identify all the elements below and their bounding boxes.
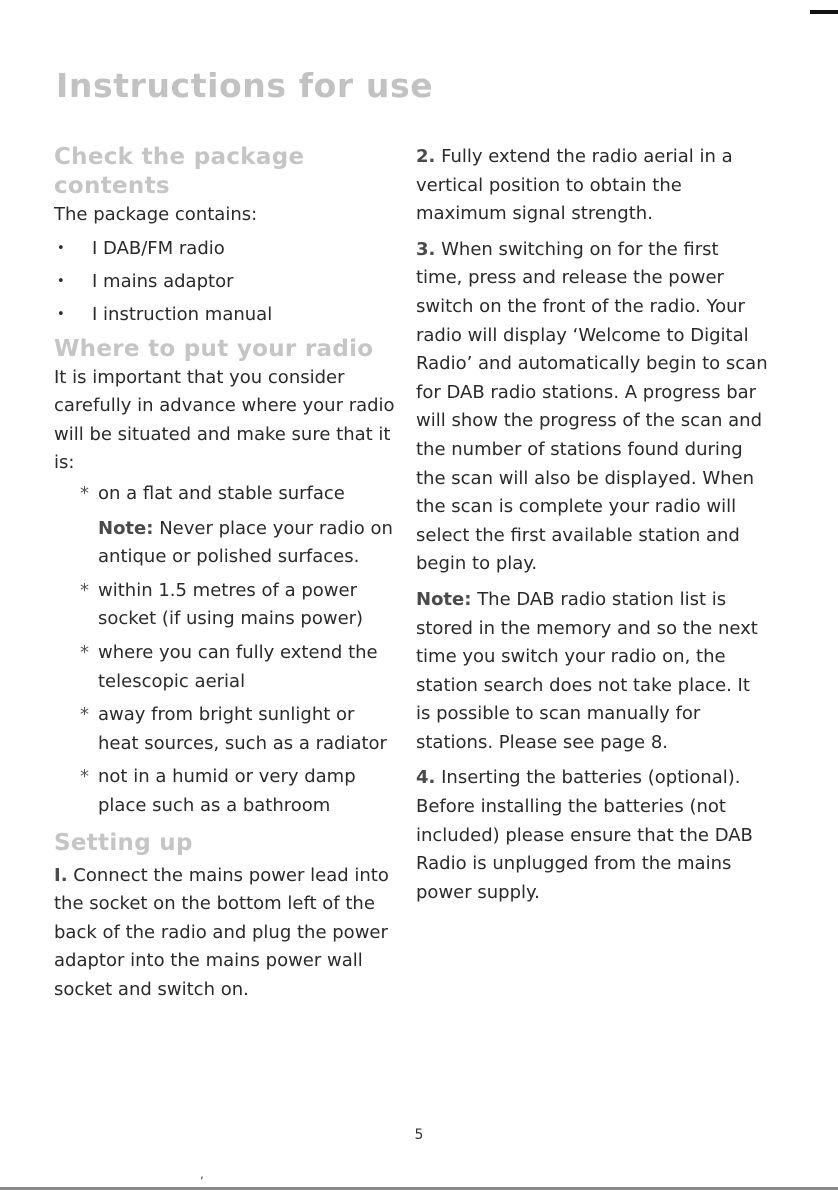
step-text: Inserting the batteries (optional). Before installing the batteries (not included) please ensure that the DAB Radio is unplugged from the mains power supply.: [416, 767, 753, 903]
step-number: 3.: [416, 238, 436, 260]
note-text: The DAB radio station list is stored in the memory and so the next time you switch your radio on, the station search does not take place. It is possible to scan manually for stations. Please see page 8.: [416, 588, 758, 753]
asterisk-icon: *: [80, 579, 89, 601]
setup-step-4: [416, 764, 768, 907]
list-item: [54, 232, 400, 265]
list-item: [80, 701, 400, 758]
placement-list: [54, 480, 400, 821]
list-item-text: I instruction manual: [92, 303, 273, 325]
corner-mark: [810, 10, 838, 14]
asterisk-icon: *: [80, 704, 89, 726]
note-label: Note:: [416, 588, 472, 610]
note-text: Never place your radio on antique or polished surfaces.: [98, 517, 393, 568]
page-title: Instructions for use: [56, 66, 434, 105]
step-number: 4.: [416, 767, 436, 789]
bullet-icon: •: [57, 306, 65, 322]
placement-intro: It is important that you consider carefully in advance where your radio will be situated and make sure that it is:: [54, 366, 395, 474]
asterisk-icon: *: [80, 482, 89, 504]
left-column: [54, 143, 400, 1004]
page-number: 5: [414, 1127, 424, 1143]
list-item: [80, 577, 400, 634]
list-item-text: within 1.5 metres of a power socket (if using mains power): [98, 579, 364, 630]
right-column: [416, 143, 768, 907]
list-item: [54, 265, 400, 298]
list-item-text: on a flat and stable surface: [98, 482, 345, 504]
step-text: Connect the mains power lead into the socket on the bottom left of the back of the radio and plug the power adaptor into the mains power wall socket and switch on.: [54, 864, 389, 1000]
step-text: When switching on for the first time, press and release the power switch on the front of the radio. Your radio will display ‘Welcome to Digital Radio’ and automatically begin to scan for DAB radio stations. A progress bar will show the progress of the scan and the number of stations found during the scan will also be displayed. When the scan is complete your radio will select the first available station and begin to play.: [416, 238, 768, 575]
stray-mark: ,: [200, 1167, 204, 1181]
step-text: Fully extend the radio aerial in a vertical position to obtain the maximum signal strength.: [416, 146, 733, 225]
bullet-icon: •: [57, 273, 65, 289]
note-label: Note:: [98, 517, 154, 539]
setup-step-2: [416, 143, 768, 229]
bullet-icon: •: [57, 240, 65, 256]
step-number: I.: [54, 864, 68, 886]
list-item: [80, 480, 400, 572]
placement-section: [54, 335, 400, 821]
asterisk-icon: *: [80, 641, 89, 663]
setup-section: [54, 829, 400, 1005]
placement-heading: Where to put your radio: [54, 335, 374, 362]
step-number: 2.: [416, 146, 436, 167]
setup-step-1: [54, 862, 400, 1005]
asterisk-icon: *: [80, 766, 89, 788]
list-item-text: not in a humid or very damp place such as a bathroom: [98, 766, 356, 816]
list-item-text: where you can fully extend the telescopic aerial: [98, 641, 378, 692]
package-list: [54, 232, 400, 331]
list-item: [80, 763, 400, 820]
setup-step-3: [416, 236, 768, 579]
placement-note: [98, 515, 400, 572]
setup-note: [416, 586, 768, 758]
package-section: [54, 143, 400, 331]
setup-heading: Setting up: [54, 829, 193, 856]
list-item-text: I mains adaptor: [92, 270, 234, 292]
list-item-text: I DAB/FM radio: [92, 237, 225, 259]
list-item: [54, 298, 400, 331]
list-item: [80, 639, 400, 696]
package-intro: The package contains:: [54, 204, 258, 225]
package-heading: Check the package contents: [54, 144, 305, 199]
list-item-text: away from bright sunlight or heat sources, such as a radiator: [98, 704, 387, 754]
